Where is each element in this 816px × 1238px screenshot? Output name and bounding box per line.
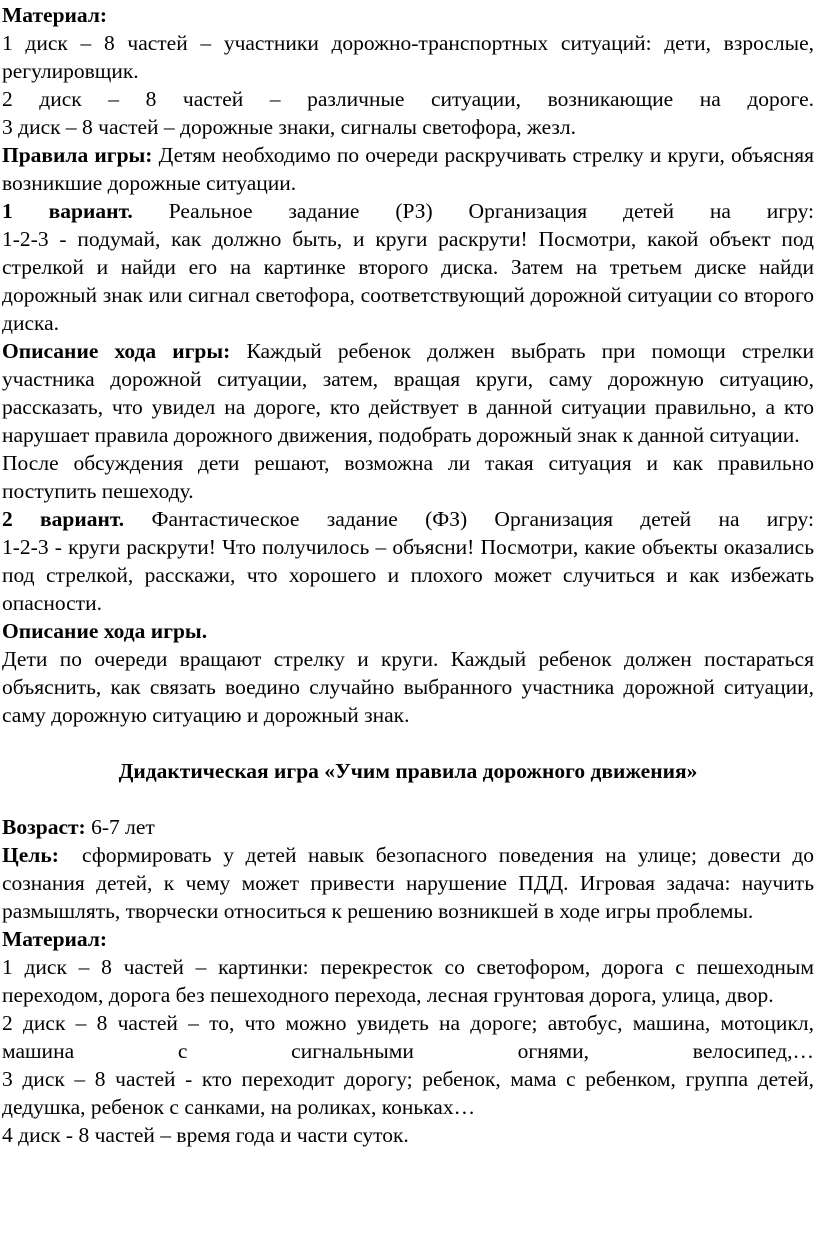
age-paragraph (2, 813, 814, 841)
goal-text: сформировать у детей навык безопасного поведения на улице; довести до сознания детей, к чему может привести нарушение ПДД. (2, 843, 815, 895)
spacer (2, 729, 814, 757)
variant1-text: Реальное задание (РЗ) Организация детей на игру: (168, 199, 815, 223)
task-text: Игровая задача: научить размышлять, творчески относиться к решению возникшей в ходе игры проблемы. (2, 871, 815, 923)
disk2-text: 2 диск – 8 частей – различные ситуации, возникающие на дороге. (2, 87, 814, 111)
disk4-text-2: 4 диск - 8 частей – время года и части суток. (2, 1123, 409, 1147)
discussion-paragraph: После обсуждения дети решают, возможна ли такая ситуация и как правильно поступить пешеходу. (2, 451, 814, 503)
disk1-text-2: 1 диск – 8 частей – картинки: перекресток со светофором, дорога с пешеходным переходом, дорога без пешеходного перехода, лесная грунтовая дорога, улица, двор. (2, 955, 814, 1007)
material2-heading: Материал: (2, 927, 108, 951)
variant2-body: 1-2-3 - круги раскрути! Что получилось – объясни! Посмотри, какие объекты оказались под стрелкой, расскажи, что хорошего и плохого может случиться и как избежать опасности. (2, 535, 814, 615)
desc1-label: Описание хода игры: (2, 339, 231, 363)
variant1-body: 1-2-3 - подумай, как должно быть, и круги раскрути! Посмотри, какой объект под стрелкой и найди его на картинке второго диска. Затем на третьем диске найди дорожный знак или сигнал светофора, соответствующий дорожной ситуации со второго диска. (2, 227, 814, 335)
goal-label: Цель: (2, 843, 59, 867)
variant2-text: Фантастическое задание (ФЗ) Организация детей на игру: (151, 507, 814, 531)
disk3-text-2: 3 диск – 8 частей - кто переходит дорогу; ребенок, мама с ребенком, группа детей, дедушка, ребенок с санками, на роликах, коньках… (2, 1067, 814, 1119)
desc2-label: Описание хода игры. (2, 619, 208, 643)
spacer (2, 785, 814, 813)
disk1-text: 1 диск – 8 частей – участники дорожно-транспортных ситуаций: дети, взрослые, регулировщик. (2, 31, 814, 83)
material-heading: Материал: (2, 3, 108, 27)
variant2-label: 2 вариант. (2, 507, 125, 531)
age-value: 6-7 лет (91, 815, 155, 839)
rules-label: Правила игры: (2, 143, 153, 167)
goal-paragraph (2, 841, 814, 925)
variant1-intro (2, 197, 814, 225)
disk2-text-2: 2 диск – 8 частей – то, что можно увидеть на дороге; автобус, машина, мотоцикл, машина с сигнальными огнями, велосипед,… (2, 1011, 814, 1063)
desc2-text: Дети по очереди вращают стрелку и круги. Каждый ребенок должен постараться объяснить, как связать воедино случайно выбранного участника дорожной ситуации, саму дорожную ситуацию и дорожный знак. (2, 647, 814, 727)
desc1-text: Каждый ребенок должен выбрать при помощи стрелки участника дорожной ситуации, затем, вращая круги, саму дорожную ситуацию, рассказать, что увидел на дороге, кто действует в данной ситуации правильно, а кто нарушает правила дорожного движения, подобрать дорожный знак к данной ситуации. (2, 339, 815, 447)
age-label: Возраст: (2, 815, 86, 839)
rules-text: Детям необходимо по очереди раскручивать стрелку и круги, объясняя возникшие дорожные ситуации. (2, 143, 815, 195)
rules-paragraph (2, 141, 814, 197)
variant2-intro (2, 505, 814, 533)
desc2-heading (2, 617, 814, 645)
variant1-label: 1 вариант. (2, 199, 133, 223)
game-title: Дидактическая игра «Учим правила дорожного движения» (118, 759, 698, 783)
disk3-text: 3 диск – 8 частей – дорожные знаки, сигналы светофора, жезл. (2, 115, 576, 139)
desc1-paragraph (2, 337, 814, 449)
